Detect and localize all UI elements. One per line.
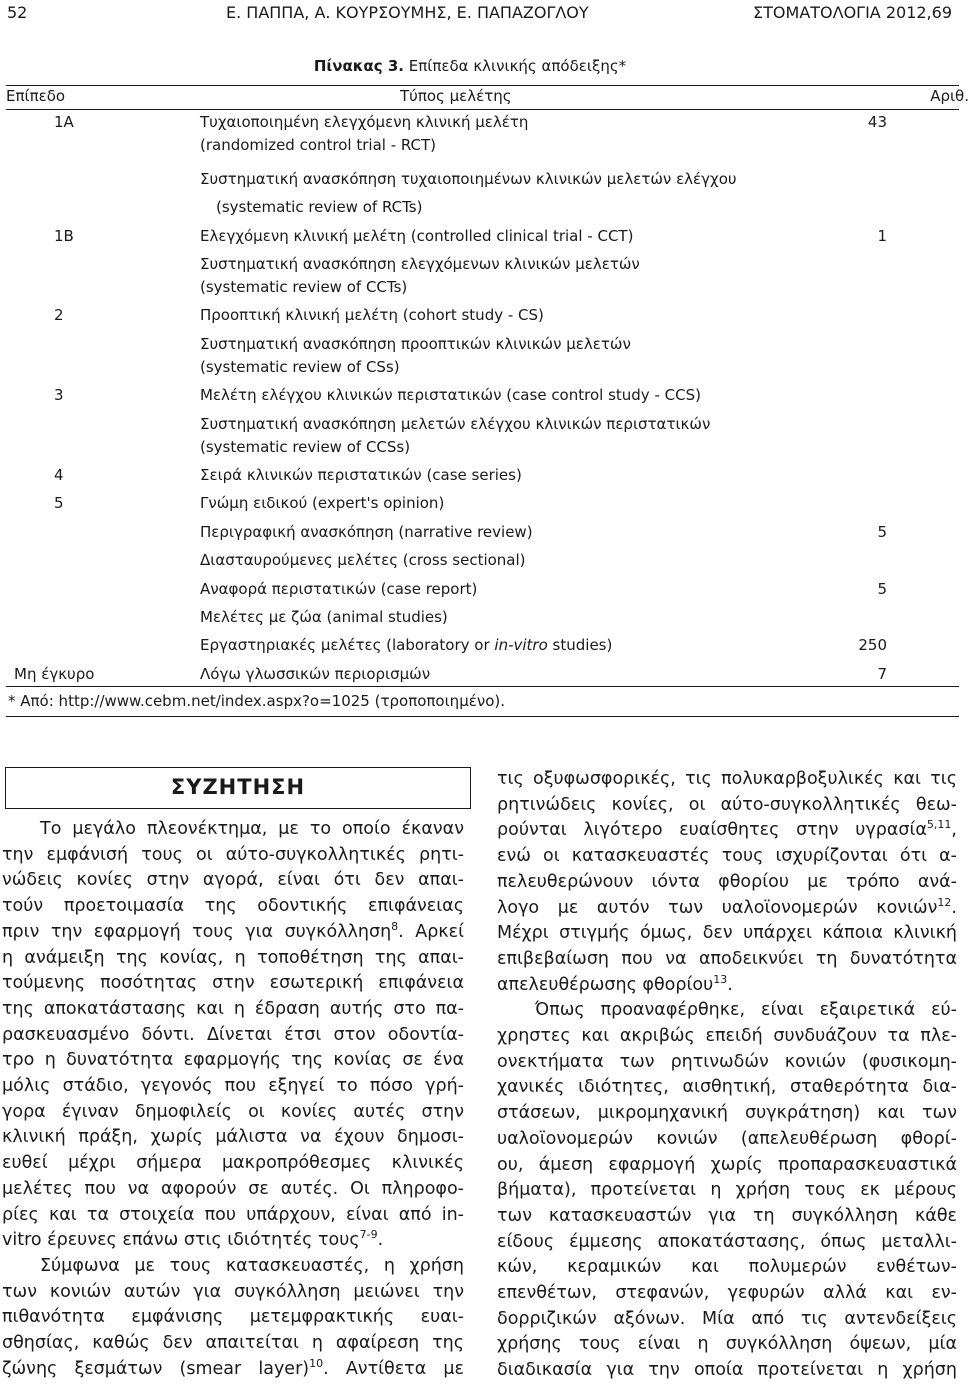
text-line: απελευθέρωσης φθορίου$^{13}$. — [497, 972, 733, 995]
cell-study-type: Τυχαιοποιημένη ελεγχόμενη κλινική μελέτη — [200, 113, 529, 131]
citation-superscript: 7-9 — [359, 1228, 378, 1242]
cell-level: 1Β — [54, 227, 74, 245]
table-row — [6, 580, 959, 602]
text-line: δορριζικών αξόνων. Μία από τις αντενδείξεις — [497, 1308, 957, 1329]
table-row — [6, 255, 959, 277]
text-line: Σύμφωνα με τους κατασκευαστές, η χρήση — [40, 1255, 464, 1276]
text-line: είδους έμμεσης αποκατάστασης, όπως μεταλλι- — [497, 1231, 957, 1252]
left-text-column — [2, 817, 464, 1382]
text-line: τρο η δυνατότητα εφαρμογής της κονίας σε ένα — [2, 1050, 464, 1071]
table-row — [6, 386, 959, 408]
table-row — [6, 358, 959, 380]
table-row — [6, 170, 959, 192]
table-row — [6, 438, 959, 460]
cell-level: 4 — [54, 466, 64, 484]
text-line: υαλοϊονομερών κονιών (απελευθέρωση φθορί- — [497, 1128, 957, 1149]
citation-superscript: 13 — [713, 972, 728, 986]
cell-study-type-emphasis: in-vitro — [494, 636, 548, 654]
table-header-row — [6, 87, 969, 109]
text-line: vitro έρευνες επάνω στις ιδιότητές τους$^{7-9}$. — [2, 1228, 384, 1251]
text-line: λογο με αυτόν των υαλοϊονομερών κονιών$^{12}$. — [497, 895, 957, 918]
cell-study-type: Γνώμη ειδικού (expert's opinion) — [200, 494, 445, 512]
text-line: πριν την εφαρμογή τους για συγκόλληση$^8$. Αρκεί — [2, 919, 464, 942]
text-line: των κονιών αυτών για συγκόλληση μειώνει την — [2, 1281, 464, 1302]
running-header — [0, 3, 960, 25]
text-line: βήματα), προτείνεται η χρήση τους εκ μέρους — [497, 1180, 957, 1201]
text-line: κών, κεραμικών και πολυμερών ενθέτων- — [497, 1257, 957, 1278]
text-line: τούν προετοιμασία της οδοντικής επιφάνειας — [2, 896, 464, 917]
cell-study-type: Αναφορά περιστατικών (case report) — [200, 580, 478, 598]
table-bottom-rule — [6, 716, 959, 717]
running-authors: Ε. ΠΑΠΠΑ, Α. ΚΟΥΡΣΟΥΜΗΣ, Ε. ΠΑΠΑΖΟΓΛΟΥ — [226, 3, 589, 22]
text-line: Μέχρι στιγμής όμως, δεν υπάρχει κάποια κλινική — [497, 923, 957, 944]
text-line: διαδικασία για την οποία προτείνεται η χρήση — [497, 1360, 957, 1381]
column-header-count: Αριθ. — [930, 87, 969, 105]
text-line: ου, άμεση εφαρμογή χωρίς προπαρασκευαστικά — [497, 1154, 957, 1175]
table-row — [6, 665, 959, 687]
cell-study-type: (randomized control trial - RCT) — [200, 136, 437, 154]
citation-superscript: 5,11 — [926, 818, 952, 832]
cell-count: 43 — [867, 113, 887, 131]
text-line: την εμφάνισή τους οι αύτο-συγκολλητικές ρητι- — [2, 844, 464, 865]
text-line: κλινική πράξη, χωρίς μάλιστα να έχουν δημοσι- — [2, 1127, 464, 1148]
table-row — [6, 227, 959, 249]
table-caption-label: Πίνακας 3. — [313, 57, 404, 75]
cell-study-type: Διασταυρούμενες μελέτες (cross sectional) — [200, 551, 526, 569]
text-line: στάσεων, μικρομηχανική συγκράτηση) και των — [497, 1103, 957, 1124]
cell-count: 250 — [858, 636, 887, 654]
cell-study-type: Λόγω γλωσσικών περιορισμών — [200, 665, 431, 683]
cell-level: 2 — [54, 306, 64, 324]
text-line: πιθανότητα εμφάνισης μετεμφρακτικής ευαι- — [2, 1307, 464, 1328]
table-row — [6, 136, 959, 158]
text-line: πελευθερώνουν ιόντα φθορίου με τρόπο ανά- — [497, 871, 957, 892]
citation-superscript: 8 — [391, 919, 399, 933]
evidence-levels-table — [6, 80, 969, 720]
text-line: τούμενης ποσότητας στην εσωτερική επιφάνεια — [2, 973, 464, 994]
text-line: νώδεις κονίες στην αγορά, είναι ότι δεν απαι- — [2, 870, 464, 891]
text-line: ονεκτήματα των ρητινωδών κονιών (φυσικομη- — [497, 1051, 957, 1072]
table-body-rule — [6, 686, 959, 687]
table-row — [6, 415, 959, 437]
text-line: τις οξυφωσφορικές, τις πολυκαρβοξυλικές και τις — [497, 769, 957, 789]
table-row — [6, 551, 959, 573]
text-line: γορα έγιναν δημοφιλείς οι κονίες αυτές στην — [2, 1101, 464, 1122]
text-line: Όπως προαναφέρθηκε, είναι εξαιρετικά εύ- — [535, 1000, 957, 1021]
table-row — [6, 636, 959, 658]
cell-study-type: Συστηματική ανασκόπηση ελεγχόμενων κλινικών μελετών — [200, 255, 640, 273]
table-row — [6, 494, 959, 516]
table-row — [6, 278, 959, 300]
text-line: μελέτες που να αφορούν σε αυτές. Οι πληροφο- — [2, 1178, 464, 1199]
journal-name: ΣΤΟΜΑΤΟΛΟΓΙΑ 2012,69 — [753, 3, 952, 22]
text-line: ρασκευασμένο δόντι. Δίνεται έτσι στον οδοντία- — [2, 1024, 464, 1045]
cell-level: 3 — [54, 386, 64, 404]
cell-count: 5 — [877, 523, 887, 541]
table-row — [6, 198, 959, 220]
text-line: μόλις στάδιο, γεγονός που εξηγεί το πόσο γρή- — [2, 1076, 464, 1097]
table-row — [6, 466, 959, 488]
text-line: σθησίας, καθώς δεν απαιτείται η αφαίρεση της — [2, 1333, 464, 1354]
text-line: χρήσης τους είναι η συγκόλληση όψεων, μία — [497, 1334, 957, 1355]
table-row — [6, 306, 959, 328]
text-line: χανικές ιδιότητες, αισθητική, σταθερότητα δια- — [497, 1077, 957, 1098]
text-line: επενθέτων, στεφανών, γεφυρών αλλά και εν- — [497, 1283, 957, 1304]
cell-level: Μη έγκυρο — [14, 665, 95, 683]
cell-study-type: Περιγραφική ανασκόπηση (narrative review) — [200, 523, 533, 541]
text-line: της αποκατάστασης και η έδραση αυτής στο πα- — [2, 998, 464, 1019]
table-footnote: * Από: http://www.cebm.net/index.aspx?o=1025 (τροποποιημένο). — [8, 692, 506, 710]
text-line: ζώνης ξεσμάτων (smear layer)$^{10}$. Αντίθετα με — [2, 1356, 464, 1379]
cell-study-type: Συστηματική ανασκόπηση μελετών ελέγχου κλινικών περιστατικών — [200, 415, 711, 433]
cell-count: 1 — [877, 227, 887, 245]
cell-level: 1Α — [54, 113, 74, 131]
cell-study-type: (systematic review of CCSs) — [200, 438, 411, 456]
text-line: ρούνται λιγότερο ευαίσθητες στην υγρασία$^{5,11}$, — [497, 818, 957, 841]
column-header-study-type: Τύπος μελέτης — [400, 87, 512, 105]
table-row — [6, 335, 959, 357]
text-line: η ανάμειξη της κονίας, η τοποθέτηση της απαι- — [2, 947, 464, 968]
cell-study-type: Σειρά κλινικών περιστατικών (case series) — [200, 466, 522, 484]
cell-count: 7 — [877, 665, 887, 683]
cell-study-type: Ελεγχόμενη κλινική μελέτη (controlled clinical trial - CCT) — [200, 227, 634, 245]
section-title: ΣΥΖΗΤΗΣΗ — [170, 775, 306, 799]
column-header-level: Επίπεδο — [6, 87, 66, 105]
cell-study-type: Συστηματική ανασκόπηση προοπτικών κλινικών μελετών — [200, 335, 631, 353]
cell-count: 5 — [877, 580, 887, 598]
cell-study-type: Μελέτες με ζώα (animal studies) — [200, 608, 448, 626]
text-line: των κατασκευαστών για τη συγκόλληση κάθε — [497, 1205, 957, 1226]
cell-study-type: (systematic review of RCTs) — [216, 198, 423, 216]
table-row — [6, 523, 959, 545]
text-line: Το μεγάλο πλεονέκτημα, με το οποίο έκαναν — [40, 819, 464, 839]
cell-study-type: Μελέτη ελέγχου κλινικών περιστατικών (case control study - CCS) — [200, 386, 701, 404]
cell-level: 5 — [54, 494, 64, 512]
table-caption-text: Επίπεδα κλινικής απόδειξης* — [408, 57, 627, 75]
page-number: 52 — [7, 3, 28, 22]
cell-study-type: Συστηματική ανασκόπηση τυχαιοποιημένων κλινικών μελετών ελέγχου — [200, 170, 737, 188]
text-line: ρητινώδεις κονίες, οι αύτο-συγκολλητικές θεω- — [497, 794, 957, 815]
right-text-column — [497, 767, 957, 1384]
text-line: ρίες και τα στοιχεία που υπάρχουν, είναι από in- — [2, 1204, 464, 1225]
table-caption — [0, 57, 940, 75]
citation-superscript: 10 — [309, 1356, 324, 1370]
cell-study-type: Προοπτική κλινική μελέτη (cohort study - CS) — [200, 306, 544, 324]
text-line: επιβεβαίωση που να αποδεικνύει τη δυνατότητα — [497, 948, 957, 969]
text-line: ευθεί μέχρι σήμερα μακροπρόθεσμες κλινικές — [2, 1153, 464, 1174]
table-header-rule — [6, 109, 959, 110]
table-top-rule — [6, 85, 959, 86]
cell-study-type: Εργαστηριακές μελέτες (laboratory or in-vitro studies) — [200, 636, 613, 654]
table-row — [6, 113, 959, 135]
cell-study-type: (systematic review of CCTs) — [200, 278, 408, 296]
table-row — [6, 608, 959, 630]
citation-superscript: 12 — [937, 895, 952, 909]
text-line: ενώ οι κατασκευαστές τους ισχυρίζονται ότι α- — [497, 846, 957, 867]
text-line: χρηστες και ακριβώς επειδή συνδυάζουν τα πλε- — [497, 1026, 957, 1047]
cell-study-type: (systematic review of CSs) — [200, 358, 400, 376]
